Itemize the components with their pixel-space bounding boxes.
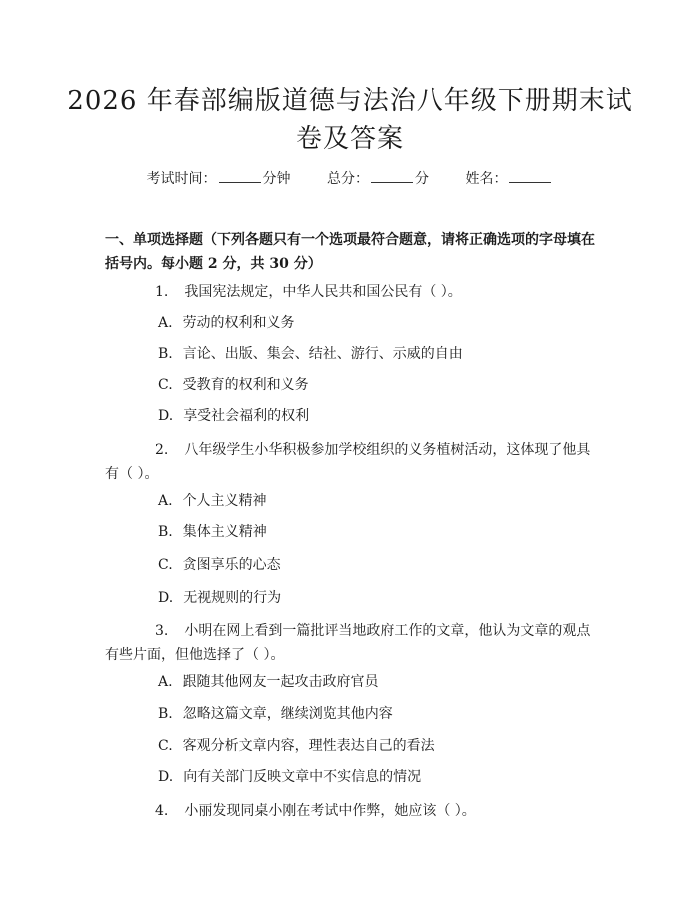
option-letter: C. <box>158 738 173 754</box>
section-heading: 一、单项选择题（下列各题只有一个选项最符合题意，请将正确选项的字母填在括号内。每小题 2 分，共 30 分） <box>105 232 595 272</box>
total-score-field <box>327 168 429 189</box>
option-text: 劳动的权利和义务 <box>182 315 295 331</box>
question-2-option-d <box>158 588 281 608</box>
total-score-unit: 分 <box>415 171 429 187</box>
exam-time-label: 考试时间： <box>146 171 217 187</box>
exam-time-field <box>147 168 291 189</box>
exam-time-blank <box>219 168 261 183</box>
option-letter: B. <box>158 346 173 362</box>
question-2-stem <box>105 438 600 486</box>
total-score-label: 总分： <box>327 171 369 187</box>
option-text: 集体主义精神 <box>182 524 267 540</box>
option-text: 言论、出版、集会、结社、游行、示威的自由 <box>182 346 463 362</box>
option-text: 享受社会福利的权利 <box>183 408 310 424</box>
question-2-option-b <box>158 522 267 542</box>
question-3-option-a <box>158 672 379 692</box>
question-number: 3. <box>155 623 169 639</box>
option-letter: A. <box>158 315 173 331</box>
question-number: 4. <box>155 803 169 819</box>
option-text: 忽略这篇文章，继续浏览其他内容 <box>182 706 393 722</box>
question-1-option-b <box>158 344 463 364</box>
question-4-stem <box>105 799 600 823</box>
question-text: 八年级学生小华积极参加学校组织的义务植树活动，这体现了他具有（ ）。 <box>105 442 591 482</box>
question-1-option-d <box>158 406 309 426</box>
option-text: 跟随其他网友一起攻击政府官员 <box>182 674 379 690</box>
question-3-stem <box>105 619 600 667</box>
total-score-blank <box>371 168 413 183</box>
question-number: 1. <box>155 284 169 300</box>
student-name-label: 姓名： <box>465 171 508 187</box>
option-letter: C. <box>158 377 173 393</box>
option-letter: D. <box>158 590 174 606</box>
question-2-option-a <box>158 491 267 511</box>
option-text: 贪图享乐的心态 <box>182 557 281 573</box>
option-letter: A. <box>158 674 173 690</box>
option-text: 受教育的权利和义务 <box>182 377 309 393</box>
option-text: 向有关部门反映文章中不实信息的情况 <box>183 769 422 785</box>
exam-meta <box>0 168 700 189</box>
question-1-option-c <box>158 375 309 395</box>
option-letter: D. <box>158 769 174 785</box>
page-title: 2026 年春部编版道德与法治八年级下册期末试卷及答案 <box>67 86 633 154</box>
option-text: 无视规则的行为 <box>183 590 282 606</box>
option-letter: C. <box>158 557 173 573</box>
option-letter: D. <box>158 408 174 424</box>
option-letter: B. <box>158 706 173 722</box>
option-text: 客观分析文章内容，理性表达自己的看法 <box>182 738 435 754</box>
exam-time-unit: 分钟 <box>262 171 291 187</box>
question-1-stem <box>105 280 600 304</box>
question-3-option-c <box>158 736 435 756</box>
question-3-option-d <box>158 767 421 787</box>
student-name-blank <box>509 168 551 183</box>
question-2-option-c <box>158 555 281 575</box>
question-text: 小明在网上看到一篇批评当地政府工作的文章，他认为文章的观点有些片面，但他选择了（ ）。 <box>105 623 591 663</box>
question-text: 我国宪法规定，中华人民共和国公民有（ ）。 <box>184 284 462 300</box>
option-letter: B. <box>158 524 173 540</box>
option-text: 个人主义精神 <box>182 493 267 509</box>
question-number: 2. <box>155 442 169 458</box>
question-3-option-b <box>158 704 393 724</box>
question-1-option-a <box>158 313 295 333</box>
question-text: 小丽发现同桌小刚在考试中作弊，她应该（ ）。 <box>184 803 476 819</box>
option-letter: A. <box>158 493 173 509</box>
student-name-field <box>465 168 553 189</box>
